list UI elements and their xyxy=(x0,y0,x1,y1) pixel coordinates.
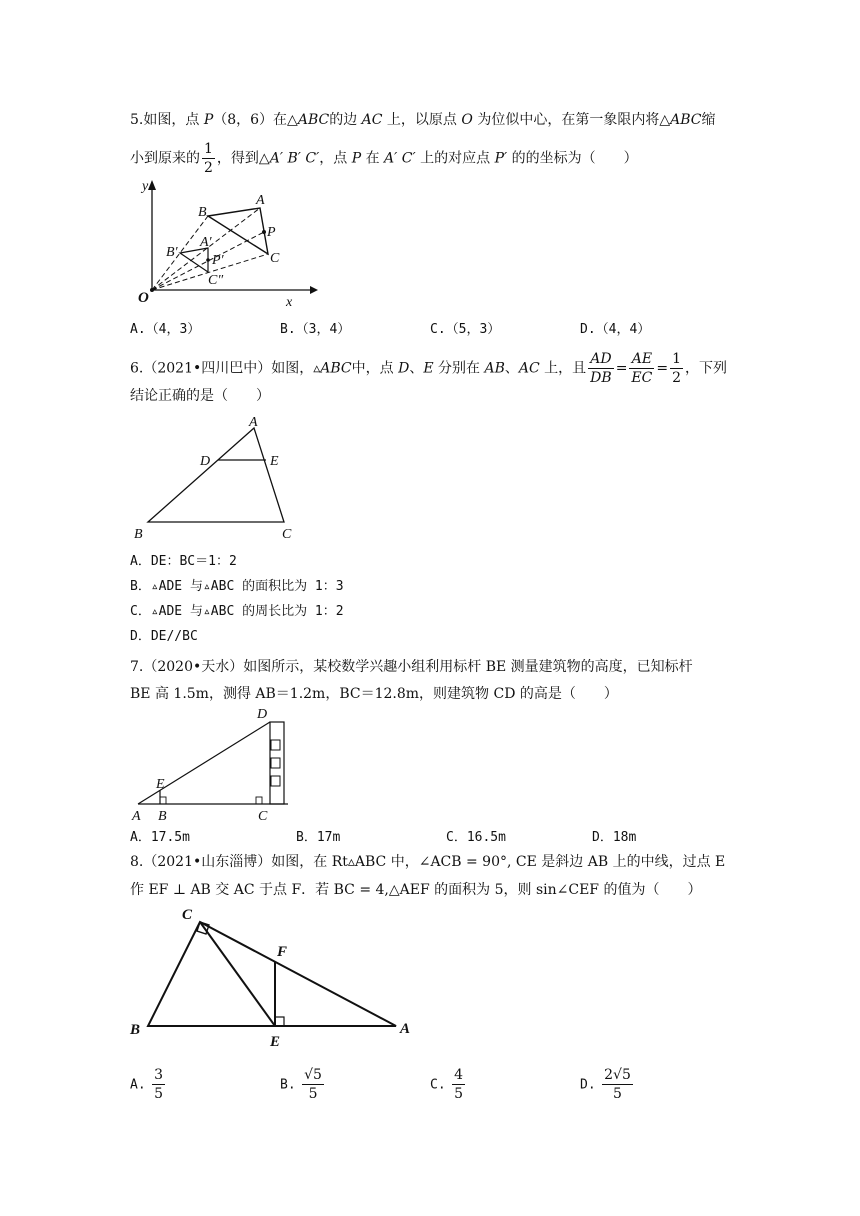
label-p-prime: P′ xyxy=(212,253,224,268)
q7-option-b[interactable]: B．17m xyxy=(296,830,341,845)
y-axis-arrow-icon xyxy=(148,180,156,190)
q6-option-b[interactable]: B．▵ADE 与▵ABC 的面积比为 1：3 xyxy=(130,579,344,594)
point-p-prime xyxy=(206,258,210,262)
label-a: A xyxy=(132,809,141,824)
q5-option-d[interactable]: D.（4，4） xyxy=(580,322,651,337)
triangle-abc-prime xyxy=(180,248,208,272)
right-angle-b xyxy=(160,797,166,804)
q6-option-d[interactable]: D．DE//BC xyxy=(130,629,198,644)
q6-line2: 结论正确的是（ ） xyxy=(130,388,270,404)
label-e: E xyxy=(270,1034,281,1050)
building-window xyxy=(271,740,280,750)
triangle-abc xyxy=(148,428,284,522)
q8-line2: 作 EF ⊥ AB 交 AC 于点 F．若 BC = 4,△AEF 的面积为 5，则 sin∠CEF 的值为（ ） xyxy=(130,882,702,898)
label-e: E xyxy=(156,777,165,792)
q5-option-c[interactable]: C.（5，3） xyxy=(430,322,501,337)
building-window xyxy=(271,758,280,768)
label-c: C xyxy=(182,907,193,923)
fraction-three-fifths: $\frac{3}{5}$ xyxy=(154,1067,164,1102)
right-angle-c xyxy=(256,797,262,804)
label-e: E xyxy=(270,454,279,469)
right-angle-e xyxy=(275,1017,284,1026)
label-a: A xyxy=(400,1021,411,1037)
q6-line1: 6.（2021•四川巴中）如图，▵ABC中，点 D、E 分别在 AB、AC 上，且 $\frac{AD}{DB}$ = $\frac{AE}{EC}$ = $\frac{1}{2}$ ，下列 xyxy=(130,351,728,386)
label-c-prime: C″ xyxy=(208,273,224,288)
triangle-abc xyxy=(148,922,396,1026)
label-x: x xyxy=(286,295,293,308)
q7-figure xyxy=(128,704,298,826)
fraction-four-fifths: $\frac{4}{5}$ xyxy=(454,1067,464,1102)
label-p: P xyxy=(267,225,276,240)
building xyxy=(270,722,284,804)
q5-option-b[interactable]: B.（3，4） xyxy=(280,322,351,337)
q6-option-a[interactable]: A．DE：BC＝1：2 xyxy=(130,554,237,569)
label-c: C xyxy=(258,809,268,824)
label-d: D xyxy=(257,707,268,722)
fraction-sqrt5-over-5: $\frac{√5}{5}$ xyxy=(304,1067,322,1102)
q7-option-c[interactable]: C．16.5m xyxy=(446,830,506,845)
q6-option-c[interactable]: C．▵ADE 与▵ABC 的周长比为 1：2 xyxy=(130,604,344,619)
q7-line1: 7.（2020•天水）如图所示，某校数学兴趣小组利用标杆 BE 测量建筑物的高度，已知标杆 xyxy=(130,659,693,675)
q8-option-d[interactable]: D. $\frac{2√5}{5}$ xyxy=(580,1067,631,1102)
q5-line1: 5.如图，点 P（8，6）在△ABC的边 AC 上，以原点 O 为位似中心，在第一象限内将△ABC缩 xyxy=(130,112,716,128)
fraction-one-half: $\frac{1}{2}$ xyxy=(204,141,213,176)
label-b: B xyxy=(198,205,207,220)
q7-option-a[interactable]: A．17.5m xyxy=(130,830,190,845)
origin-point xyxy=(150,288,154,292)
fraction-one-half: $\frac{1}{2}$ xyxy=(672,351,682,386)
building-window xyxy=(271,776,280,786)
triangle-abc xyxy=(208,208,268,254)
x-axis-arrow-icon xyxy=(310,286,318,294)
label-d: D xyxy=(200,454,211,469)
q8-option-c[interactable]: C. $\frac{4}{5}$ xyxy=(430,1067,464,1102)
q8-line1: 8.（2021•山东淄博）如图，在 Rt▵ABC 中，∠ACB = 90°, CE 是斜边 AB 上的中线，过点 E xyxy=(130,854,726,870)
q5-option-a[interactable]: A.（4，3） xyxy=(130,322,201,337)
label-c: C xyxy=(270,251,280,266)
q6-figure xyxy=(128,412,318,544)
q8-option-a[interactable]: A. $\frac{3}{5}$ xyxy=(130,1067,164,1102)
q8-figure xyxy=(120,902,430,1054)
label-c: C xyxy=(282,527,292,542)
label-a: A xyxy=(256,193,265,208)
label-b-prime: B′ xyxy=(166,245,178,260)
label-y: y xyxy=(142,179,149,194)
label-o: O xyxy=(138,290,149,306)
label-a-prime: A′ xyxy=(200,235,212,250)
label-b: B xyxy=(134,527,143,542)
q7-line2: BE 高 1.5m，测得 AB＝1.2m，BC＝12.8m，则建筑物 CD 的高是（ ） xyxy=(130,686,618,702)
q7-option-d[interactable]: D．18m xyxy=(592,830,637,845)
label-f: F xyxy=(277,944,288,960)
label-b: B xyxy=(130,1022,141,1038)
q8-option-b[interactable]: B. $\frac{√5}{5}$ xyxy=(280,1067,322,1102)
fraction-2sqrt5-over-5: $\frac{2√5}{5}$ xyxy=(604,1067,631,1102)
fraction-ad-db: $\frac{AD}{DB}$ xyxy=(590,351,612,386)
label-b: B xyxy=(158,809,167,824)
point-p xyxy=(262,230,266,234)
median-ce xyxy=(200,922,275,1026)
q5-line2: 小到原来的 $\frac{1}{2}$ ，得到△A′ B′ C′，点 P 在 A′ C′ 上的对应点 P′ 的的坐标为（ ） xyxy=(130,141,638,176)
q5-figure xyxy=(128,178,328,308)
label-a: A xyxy=(249,415,258,430)
fraction-ae-ec: $\frac{AE}{EC}$ xyxy=(631,351,653,386)
